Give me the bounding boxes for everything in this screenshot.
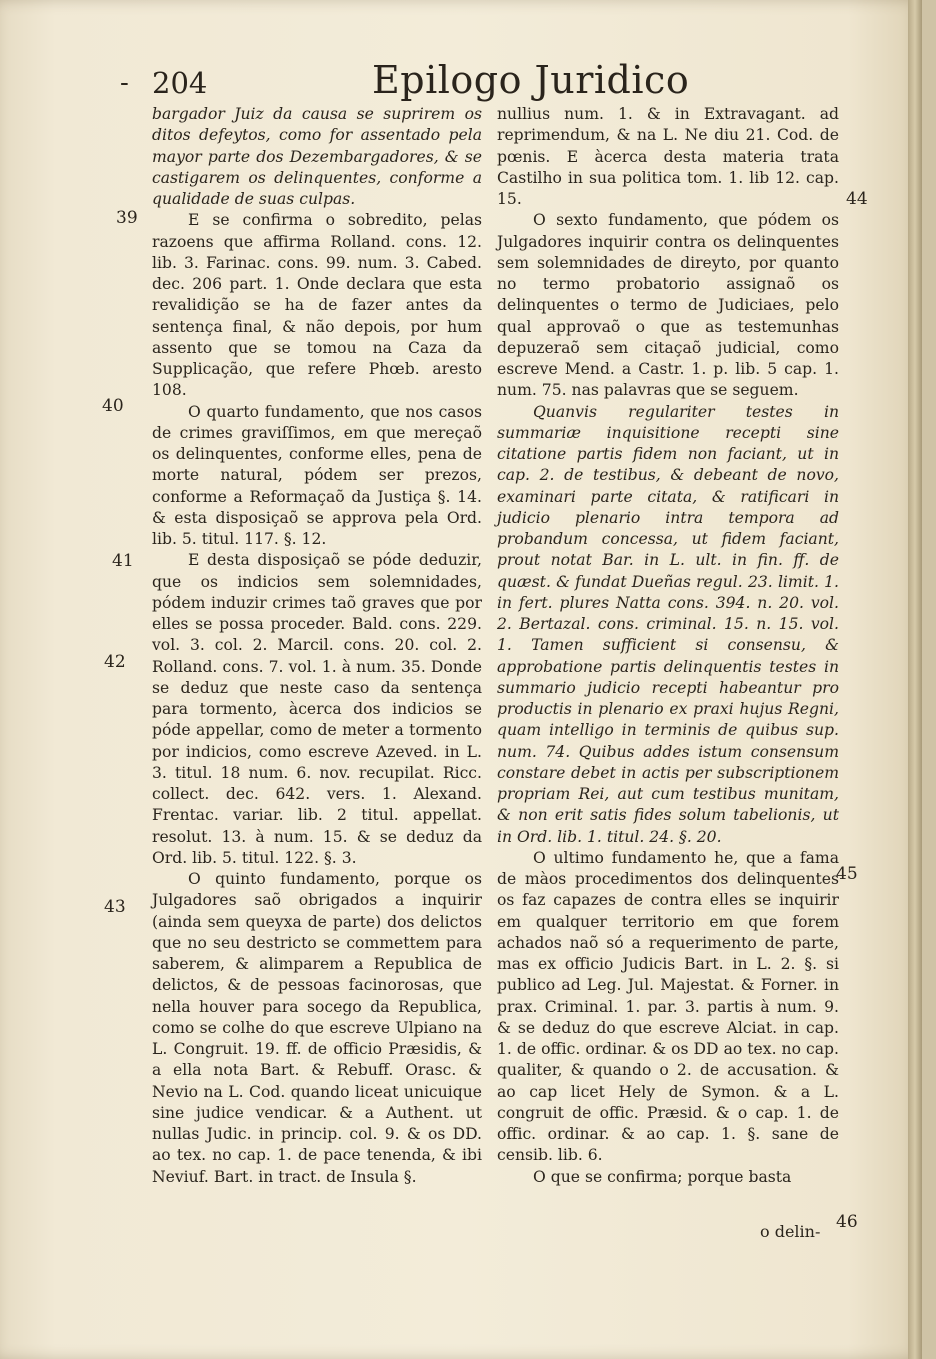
left-paragraph-43: O quinto fundamento, porque os Julgadores saõ obrigados a inquirir (ainda sem queyxa de parte) dos delictos que no seu destricto se commettem para saberem, & alimparem a Republica de delictos, & de pessoas facinorosas, que nella houver para socego da Republica, como se colhe do que escreve Ulpiano na L. Congruit. 19. ff. de officio Præsidis, & a ella nota Bart. & Rebuff. Orasc. & Nevio na L. Cod. quando liceat unicuique sine judice vendicar. & a Authent. ut nullas Judic. in princip. col. 9. & os DD. ao tex. no cap. 1. de pace tenenda, & ibi Neviuf. Bart. in tract. de Insula §. xyxy=(152,870,482,1186)
margin-number-41: 41 xyxy=(112,551,134,571)
margin-number-44: 44 xyxy=(846,189,868,209)
right-paragraph-44: O sexto fundamento, que pódem os Julgadores inquirir contra os delinquentes sem solemnidades de direyto, por quanto no termo probatorio assignaõ os delinquentes o termo de Judiciaes, pelo qual approvaõ o que as testemunhas depuzeraõ sem citaçaõ judicial, como escreve Mend. a Castr. 1. p. lib. 5 cap. 1. num. 75. nas palavras que se seguem. xyxy=(497,211,839,400)
margin-number-42: 42 xyxy=(104,652,126,672)
right-paragraph-46: O que se confirma; porque basta xyxy=(533,1167,792,1186)
margin-number-45: 45 xyxy=(836,864,858,884)
left-paragraph-40: O quarto fundamento, que nos casos de crimes graviſſimos, em que mereçaõ os delinquentes, conforme elles, pena de morte natural, pódem ser prezos, conforme a Reformaçaõ da Justiça §. 14. & esta disposiçaõ se approva pela Ord. lib. 5. titul. 117. §. 12. xyxy=(152,402,482,548)
right-paragraph-continued: nullius num. 1. & in Extravagant. ad reprimendum, & na L. Ne diu 21. Cod. de pœnis. E àcerca desta materia trata Castilho in sua politica tom. 1. lib 12. cap. 15. xyxy=(497,105,839,208)
right-paragraph-45: O ultimo fundamento he, que a fama de màos procedimentos dos delinquentes os faz capazes de contra elles se inquirir em qualquer territorio em que forem achados naõ só a requerimento de parte, mas ex officio Judicis Bart. in L. 2. §. si publico ad Leg. Jul. Majestat. & Forner. in prax. Criminal. 1. par. 3. partis à num. 9. & se deduz do que escreve Alciat. in cap. 1. de offic. ordinar. & os DD ao tex. no cap. qualiter, & quando o 2. de accusation. & ao cap licet Hely de Symon. & a L. congruit de offic. Præsid. & o cap. 1. de offic. ordinar. & ao cap. 1. §. sane de censib. lib. 6. xyxy=(497,848,839,1165)
left-column xyxy=(152,104,482,1188)
margin-number-40: 40 xyxy=(102,396,124,416)
page-header xyxy=(0,58,922,104)
running-head: Epilogo Juridico xyxy=(372,58,690,102)
left-paragraph-continued: bargador Juiz da causa se suprirem os ditos defeytos, como for assentado pela mayor parte dos Dezembargadores, & se castigarem os delinquentes, conforme a qualidade de suas culpas. xyxy=(152,105,482,208)
margin-number-43: 43 xyxy=(104,897,126,917)
page-edge xyxy=(908,0,922,1359)
catchword: o delin- xyxy=(760,1222,821,1241)
right-column xyxy=(497,104,839,1188)
margin-number-39: 39 xyxy=(116,208,138,228)
right-latin-quotation: Quanvis regulariter testes in summariæ inquisitione recepti sine citatione partis fidem non faciant, ut in cap. 2. de testibus, & debeant de novo, examinari parte citata, & ratificari in judicio plenario intra tempora ad probandum concessa, ut fidem faciant, prout notat Bar. in L. ult. in fin. ff. de quæst. & fundat Dueñas regul. 23. limit. 1. in fert. plures Natta cons. 394. n. 20. vol. 2. Bertazal. cons. criminal. 15. n. 15. vol. 1. Tamen sufficient si consensu, & approbatione partis delinquentis testes in summario judicio recepti habeantur pro productis in plenario ex praxi hujus Regni, quam intelligo in terminis de quibus sup. num. 74. Quibus addes istum consensum constare debet in actis per subscriptionem propriam Rei, aut cum testibus munitam, & non erit satis fides solum tabelionis, ut in Ord. lib. 1. titul. 24. §. 20. xyxy=(497,402,839,846)
left-paragraph-39: E se confirma o sobredito, pelas razoens que affirma Rolland. cons. 12. lib. 3. Farinac. cons. 99. num. 3. Cabed. dec. 206 part. 1. Onde declara que esta revalidição se ha de fazer antes da sentença final, & não depois, por hum assento que se tomou na Caza da Supplicação, que refere Phœb. aresto 108. xyxy=(152,211,482,400)
margin-number-46: 46 xyxy=(836,1212,858,1232)
header-dash: - xyxy=(120,68,129,98)
left-paragraph-41-42: E desta disposiçaõ se póde deduzir, que os indicios sem solemnidades, pódem induzir crimes taõ graves que por elles se possa proceder. Bald. cons. 229. vol. 3. col. 2. Marcil. cons. 20. col. 2. Rolland. cons. 7. vol. 1. à num. 35. Donde se deduz que neste caso da sentença para tormento, àcerca dos indicios se póde appellar, como de meter a tormento por indicios, como escreve Azeved. in L. 3. titul. 18 num. 6. nov. recupilat. Ricc. collect. dec. 642. vers. 1. Alexand. Frentac. variar. lib. 2 titul. appellat. resolut. 13. à num. 15. & se deduz da Ord. lib. 5. titul. 122. §. 3. xyxy=(152,551,482,867)
page-number: 204 xyxy=(152,66,208,100)
